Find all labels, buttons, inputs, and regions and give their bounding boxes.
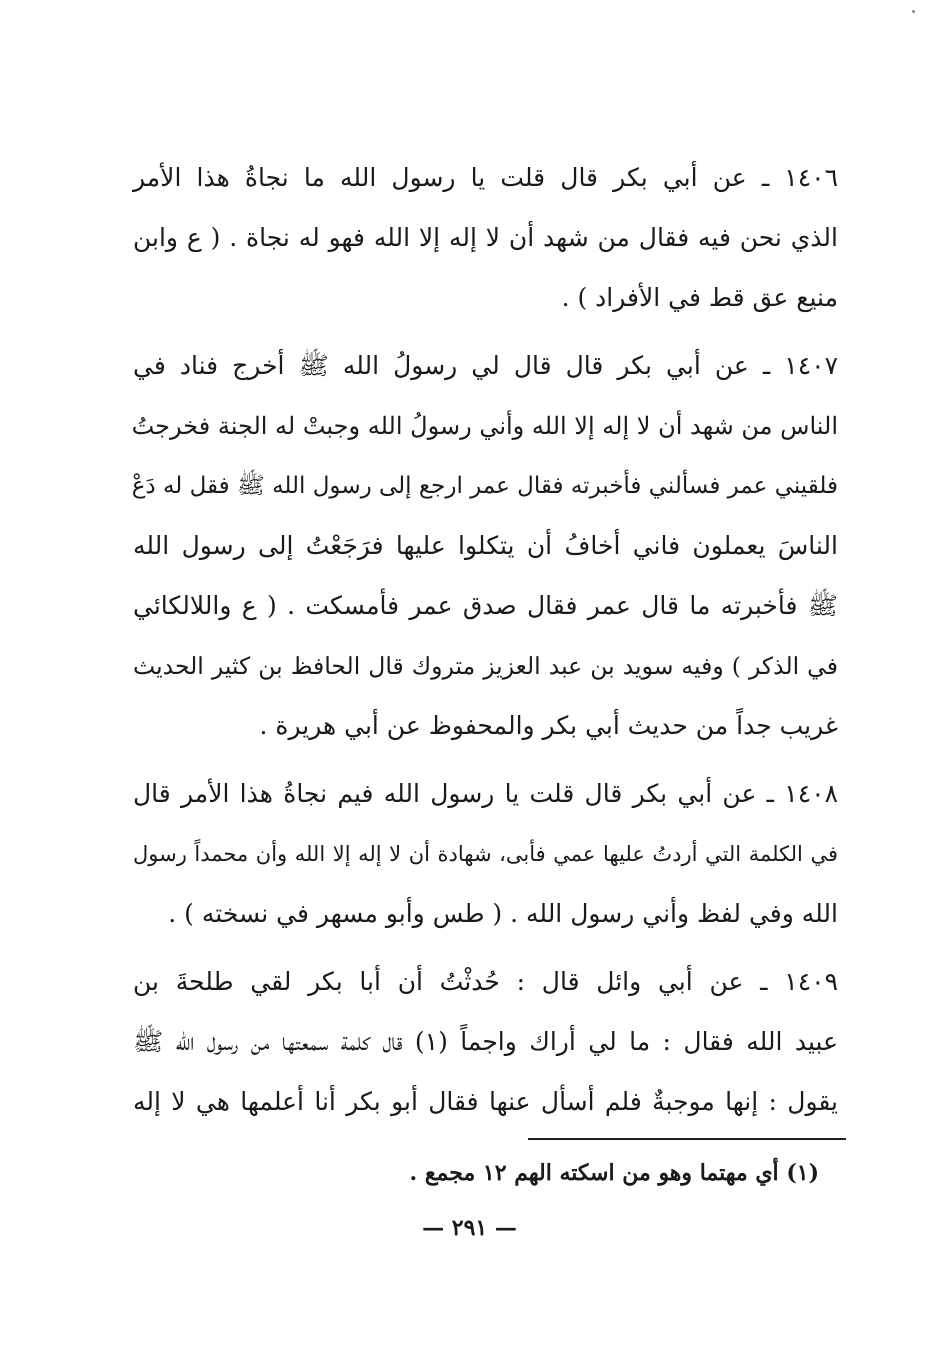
text-line: ١٤٠٨ ـ عن أبي بكر قال قلت يا رسول الله فيم نجاةُ هذا الأمر قال [133,779,838,808]
text-line: منيع عق قط في الأفراد ) . [561,283,838,312]
text-line: عبيد الله فقال : ما لي أراك واجماً (١) قال كلمة سمعتها من رسول الله ﷺ [133,1027,839,1056]
text-line: الناسَ يعملون فاني أخافُ أن يتكلوا عليها فرَجَعْتُ إلى رسول الله [133,531,838,560]
footnote: (١) أي مهتما وهو من اسكته الهم ١٢ مجمع . [409,1160,819,1186]
scan-speck [912,10,915,13]
text-line: في الكلمة التي أردتُ عليها عمي فأبى، شهادة أن لا إله إلا الله وأن محمداً رسول [133,842,838,866]
text-line: فلقيني عمر فسألني فأخبرته فقال عمر ارجع إلى رسول الله ﷺ فقل له دَعْ [131,473,838,499]
hadith-1409 [133,952,838,1132]
main-text [133,148,838,1140]
text-line: الذي نحن فيه فقال من شهد أن لا إله إلا الله فهو له نجاة . ( ع وابن [133,223,838,252]
text-line: غريب جداً من حديث أبي بكر والمحفوظ عن أبي هريرة . [259,711,838,740]
text-line: يقول : إنها موجبةٌ فلم أسأل عنها فقال أبو بكر أنا أعلمها هي لا إله [133,1087,838,1116]
footnote-divider [528,1138,846,1140]
text-line: ١٤٠٦ ـ عن أبي بكر قال قلت يا رسول الله ما نجاةُ هذا الأمر [133,163,838,192]
text-line: ﷺ فأخبرته ما قال عمر فقال صدق عمر فأمسكت . ( ع واللالكائي [133,591,838,620]
text-line: ١٤٠٧ ـ عن أبي بكر قال قال لي رسولُ الله ﷺ أخرج فناد في [133,351,838,380]
text-line: الناس من شهد أن لا إله إلا الله وأني رسولُ الله وجبتْ له الجنة فخرجتُ [131,412,838,440]
text-line: في الذكر ) وفيه سويد بن عبد العزيز متروك قال الحافظ بن كثير الحديث [133,652,838,680]
hadith-1408 [133,764,838,944]
page-number: — ٢٩١ — [422,1215,517,1241]
hadith-1407 [133,336,838,756]
text-line: ١٤٠٩ ـ عن أبي وائل قال : حُدثْتُ أن أبا بكر لقي طلحةَ بن [133,967,838,996]
text-line: الله وفي لفظ وأني رسول الله . ( طس وأبو مسهر في نسخته ) . [168,899,838,928]
hadith-1406 [133,148,838,328]
